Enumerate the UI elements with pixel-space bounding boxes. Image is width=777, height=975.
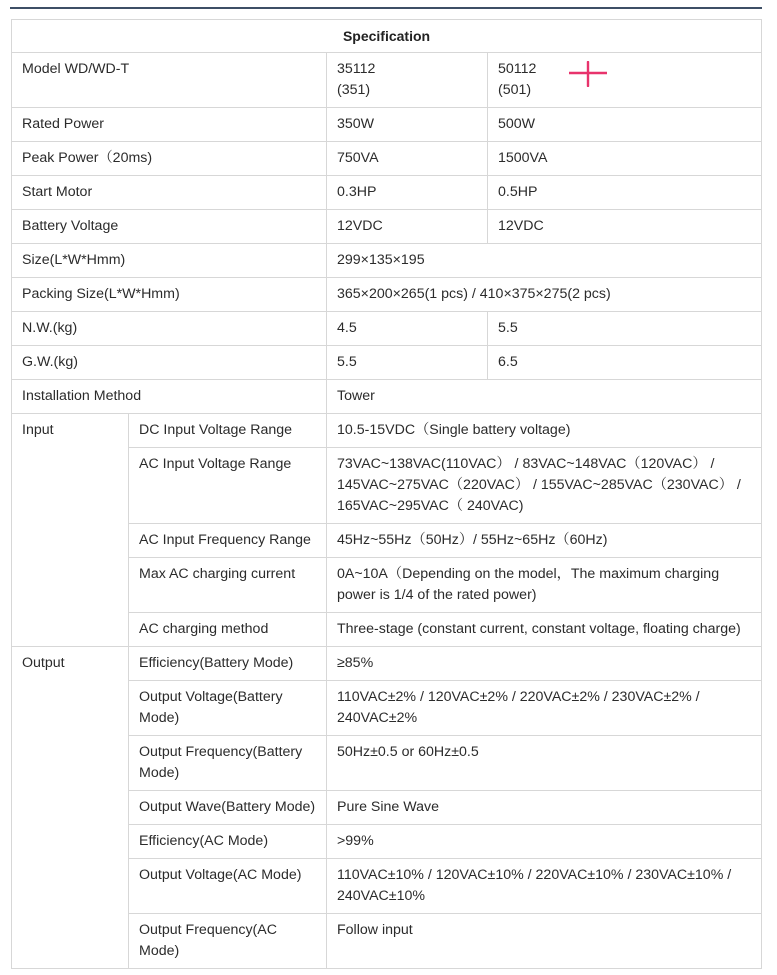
table-row bbox=[12, 176, 762, 210]
table-row bbox=[12, 53, 762, 108]
row-label: Output Wave(Battery Mode) bbox=[129, 791, 327, 825]
header-divider bbox=[10, 7, 762, 9]
cell-value: ≥85% bbox=[327, 647, 762, 681]
cell-value: 12VDC bbox=[488, 210, 762, 244]
cell-value: Follow input bbox=[327, 914, 762, 969]
row-label: Installation Method bbox=[12, 380, 327, 414]
cell-value: 50112 (501) bbox=[488, 53, 762, 108]
cell-value: Tower bbox=[327, 380, 762, 414]
cell-value: 0.3HP bbox=[327, 176, 488, 210]
table-title: Specification bbox=[12, 20, 762, 53]
row-label: AC Input Voltage Range bbox=[129, 448, 327, 524]
cell-value: 73VAC~138VAC(110VAC） / 83VAC~148VAC（120VAC） / 145VAC~275VAC（220VAC） / 155VAC~285VAC（230VAC） / 165VAC~295VAC（ 240VAC) bbox=[327, 448, 762, 524]
cell-value: 110VAC±2% / 120VAC±2% / 220VAC±2% / 230VAC±2% / 240VAC±2% bbox=[327, 681, 762, 736]
row-label: Output Voltage(Battery Mode) bbox=[129, 681, 327, 736]
row-label: G.W.(kg) bbox=[12, 346, 327, 380]
cell-value: 1500VA bbox=[488, 142, 762, 176]
specification-table bbox=[11, 19, 762, 969]
cursor-crosshair-icon bbox=[569, 61, 607, 87]
row-label: Output Frequency(Battery Mode) bbox=[129, 736, 327, 791]
cell-value: 500W bbox=[488, 108, 762, 142]
cell-value: 12VDC bbox=[327, 210, 488, 244]
table-row bbox=[12, 312, 762, 346]
table-row bbox=[12, 414, 762, 448]
cell-value: 0.5HP bbox=[488, 176, 762, 210]
cell-value: 6.5 bbox=[488, 346, 762, 380]
table-row bbox=[12, 108, 762, 142]
cell-value: 350W bbox=[327, 108, 488, 142]
cell-value: 365×200×265(1 pcs) / 410×375×275(2 pcs) bbox=[327, 278, 762, 312]
cell-value: 750VA bbox=[327, 142, 488, 176]
table-row bbox=[12, 346, 762, 380]
row-label: Model WD/WD-T bbox=[12, 53, 327, 108]
row-label: AC charging method bbox=[129, 613, 327, 647]
row-label: Packing Size(L*W*Hmm) bbox=[12, 278, 327, 312]
table-row bbox=[12, 244, 762, 278]
row-label: Start Motor bbox=[12, 176, 327, 210]
row-label: Efficiency(AC Mode) bbox=[129, 825, 327, 859]
table-row bbox=[12, 210, 762, 244]
cell-value: 50Hz±0.5 or 60Hz±0.5 bbox=[327, 736, 762, 791]
row-label: Rated Power bbox=[12, 108, 327, 142]
table-row bbox=[12, 647, 762, 681]
cell-value: 0A~10A（Depending on the model，The maximum charging power is 1/4 of the rated power) bbox=[327, 558, 762, 613]
row-label: Output Voltage(AC Mode) bbox=[129, 859, 327, 914]
cell-value: 5.5 bbox=[327, 346, 488, 380]
cell-value: 35112 (351) bbox=[327, 53, 488, 108]
row-label: Battery Voltage bbox=[12, 210, 327, 244]
cell-value: 45Hz~55Hz（50Hz）/ 55Hz~65Hz（60Hz) bbox=[327, 524, 762, 558]
cell-value: 4.5 bbox=[327, 312, 488, 346]
table-row bbox=[12, 142, 762, 176]
row-label: Peak Power（20ms) bbox=[12, 142, 327, 176]
row-label: Output Frequency(AC Mode) bbox=[129, 914, 327, 969]
table-row bbox=[12, 380, 762, 414]
cell-value: Pure Sine Wave bbox=[327, 791, 762, 825]
cell-value: 110VAC±10% / 120VAC±10% / 220VAC±10% / 230VAC±10% / 240VAC±10% bbox=[327, 859, 762, 914]
row-label: Size(L*W*Hmm) bbox=[12, 244, 327, 278]
row-label: DC Input Voltage Range bbox=[129, 414, 327, 448]
group-label-input: Input bbox=[12, 414, 129, 647]
cell-value: 299×135×195 bbox=[327, 244, 762, 278]
row-label: N.W.(kg) bbox=[12, 312, 327, 346]
group-label-output: Output bbox=[12, 647, 129, 969]
row-label: AC Input Frequency Range bbox=[129, 524, 327, 558]
row-label: Max AC charging current bbox=[129, 558, 327, 613]
cell-value: 10.5-15VDC（Single battery voltage) bbox=[327, 414, 762, 448]
row-label: Efficiency(Battery Mode) bbox=[129, 647, 327, 681]
cell-value: Three-stage (constant current, constant voltage, floating charge) bbox=[327, 613, 762, 647]
table-header-row bbox=[12, 20, 762, 53]
cell-value: 5.5 bbox=[488, 312, 762, 346]
cell-value: >99% bbox=[327, 825, 762, 859]
table-row bbox=[12, 278, 762, 312]
